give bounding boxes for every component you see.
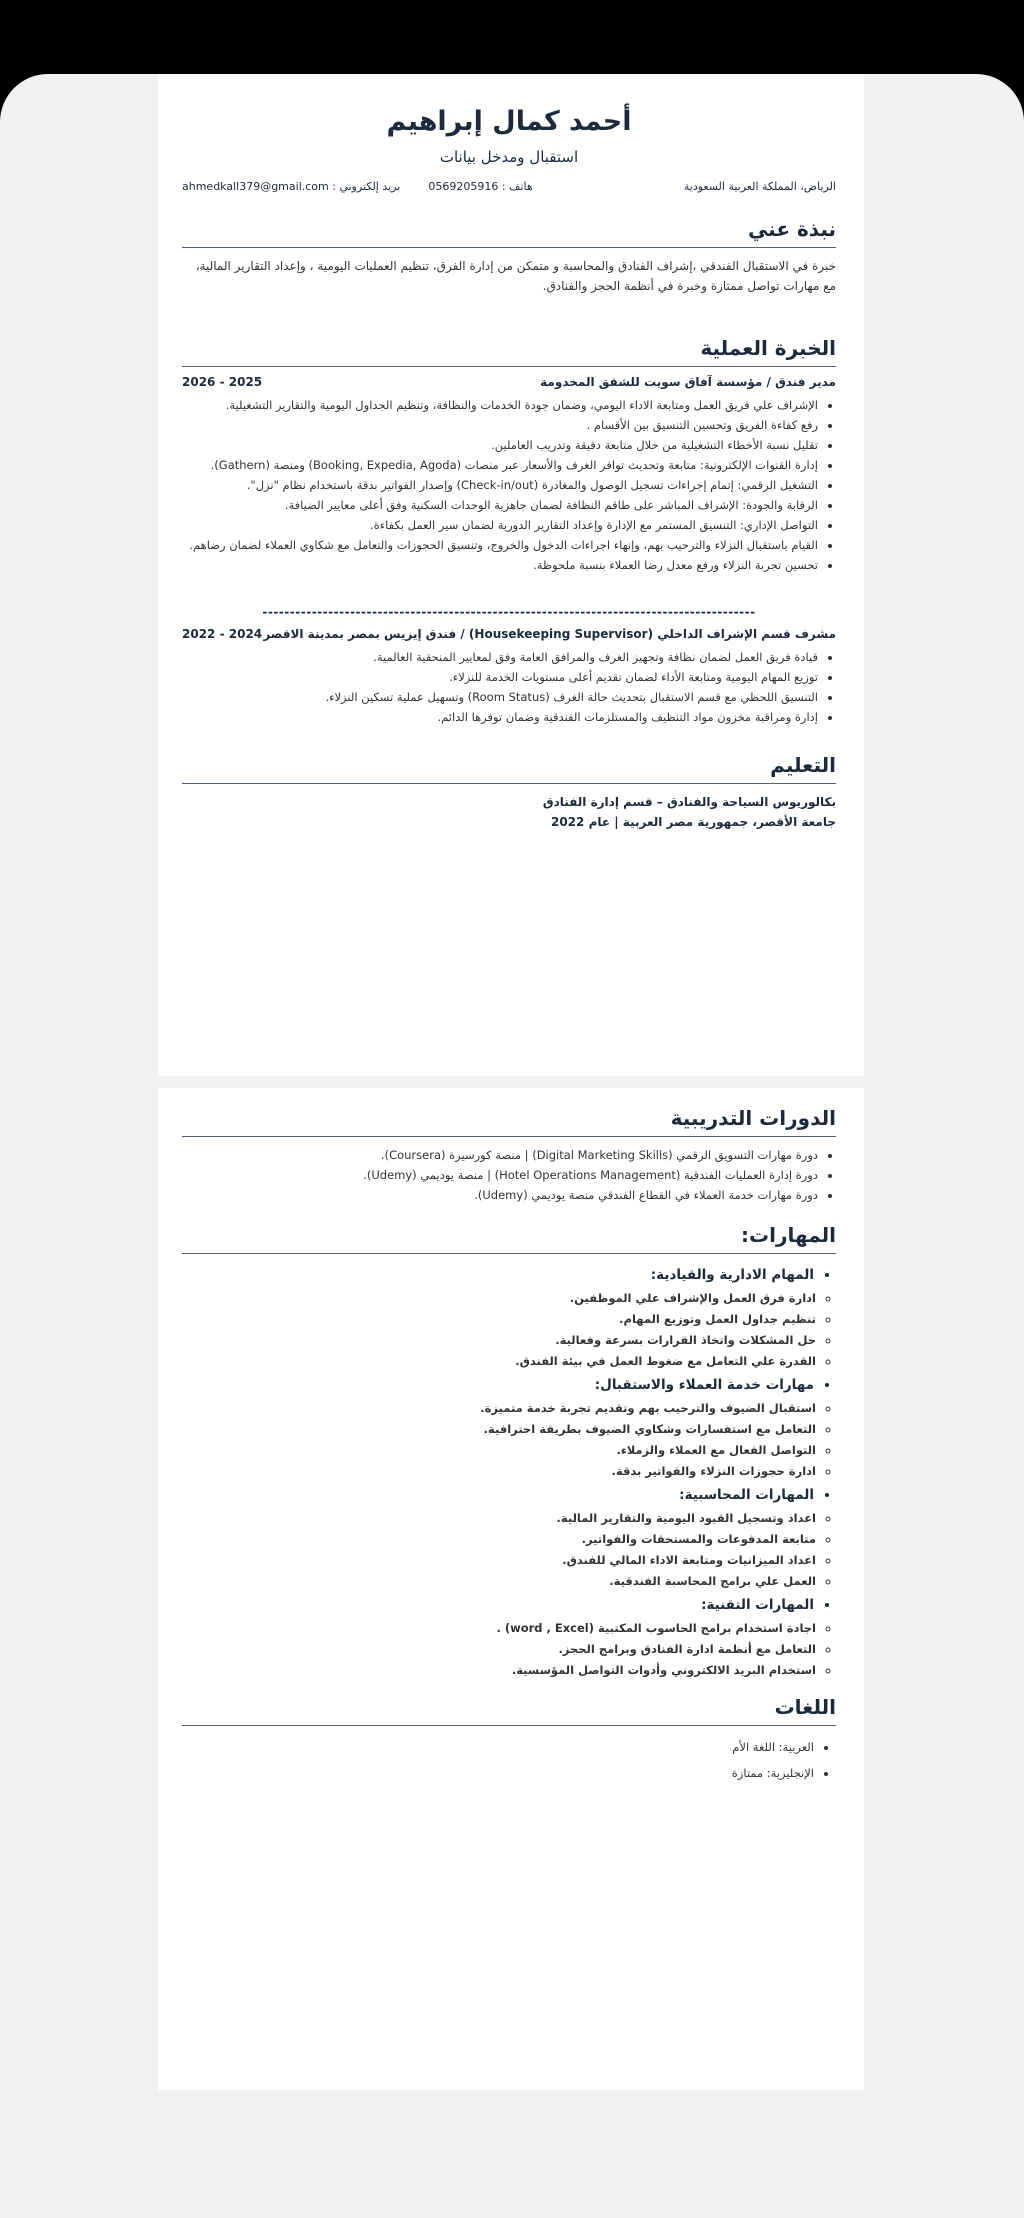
about-divider — [182, 247, 836, 248]
list-item: • الإشراف علي فريق العمل ومتابعة الاداء اليومي، وضمان جودة الخدمات والنظافة، وتنظيم الجداول اليومية والتقارير التشغيلية. — [182, 395, 818, 415]
about-section — [182, 217, 836, 296]
about-title: نبذة عني — [747, 217, 836, 242]
phone-text: هاتف : 0569205916 — [428, 180, 533, 194]
list-item: ◦ استقبال الضيوف والترحيب بهم وتقديم تجربة خدمة متميزة. — [182, 1398, 816, 1419]
experience-divider — [182, 366, 836, 367]
skill-group-title: مهارات خدمة العملاء والاستقبال: — [594, 1377, 814, 1393]
languages-divider — [182, 1725, 836, 1726]
resume-page-2 — [158, 1088, 864, 2090]
job1-header — [182, 375, 836, 389]
skills-title: المهارات: — [741, 1223, 836, 1247]
location-text: الرياض، المملكة العربية السعودية — [683, 180, 836, 194]
list-item: ◦ التعامل مع أنظمة ادارة الفنادق وبرامج الحجز. — [182, 1639, 816, 1660]
job1-title: مدير فندق / مؤسسة آفاق سويت للشقق المخدومة — [540, 375, 836, 390]
list-item: • التنسيق اللحظي مع قسم الاستقبال بتحديث حالة الغرف (Room Status) وتسهيل عملية تسكين النزلاء. — [182, 687, 818, 707]
list-item: • قيادة فريق العمل لضمان نظافة وتجهيز الغرف والمرافق العامة وفق لمعايير المنحقية العالمية. — [182, 647, 818, 667]
skill-group-title: المهارات المحاسبية: — [679, 1487, 814, 1503]
list-item: ◦ حل المشكلات واتخاذ القرارات بسرعة وفعالية. — [182, 1330, 816, 1351]
job1-list — [182, 395, 836, 575]
job2-list — [182, 647, 836, 727]
list-item: • دورة مهارات خدمة العملاء في القطاع الفندقي منصة يوديمي (Udemy). — [182, 1185, 818, 1205]
list-item: • الرقابة والجودة: الإشراف المباشر على طاقم النظافة لضمان جاهزية الوحدات السكنية وفق أعلى معايير الضيافة. — [182, 495, 818, 515]
contact-line — [182, 180, 836, 193]
skills-section — [182, 1223, 836, 1681]
education-university: جامعة الأقصر، جمهورية مصر العربية | عام 2022 — [550, 815, 836, 830]
experience-section — [182, 336, 836, 727]
skill-group-title: المهام الادارية والقيادية: — [650, 1267, 814, 1283]
skill-group — [182, 1372, 814, 1482]
list-item: ◦ ادارة حجوزات النزلاء والفواتير بدقة. — [182, 1461, 816, 1482]
job2-title: مشرف قسم الإشراف الداخلي (Housekeeping Supervisor) / فندق إيزيس بمصر بمدينة الاقصر — [263, 627, 836, 642]
list-item: ◦ متابعة المدفوعات والمستحقات والفواتير. — [182, 1529, 816, 1550]
list-item: ◦ اعداد وتسجيل القيود اليومية والتقارير المالية. — [182, 1508, 816, 1529]
list-item: • التواصل الإداري: التنسيق المستمر مع الإدارة وإعداد التقارير الدورية لضمان سير العمل بكفاءة. — [182, 515, 818, 535]
list-item: • إدارة ومراقبة مخزون مواد التنظيف والمستلزمات الفندقية وضمان توفرها الدائم. — [182, 707, 818, 727]
list-item: ◦ تنظيم جداول العمل وتوزيع المهام. — [182, 1309, 816, 1330]
courses-title: الدورات التدريبية — [670, 1106, 836, 1130]
list-item: ◦ اعداد الميزانيات ومتابعة الاداء المالي للفندق. — [182, 1550, 816, 1571]
list-item: • تقليل نسبة الأخطاء التشغيلية من خلال متابعة دقيقة وتدريب العاملين. — [182, 435, 818, 455]
list-item: ◦ اجادة استخدام برامج الحاسوب المكتبية (word , Excel) . — [182, 1618, 816, 1639]
skill-group — [182, 1592, 814, 1681]
candidate-name: أحمد كمال إبراهيم — [386, 106, 632, 137]
about-text: خبرة في الاستقبال الفندقي ،إشراف الفنادق والمحاسبة و متمكن من إدارة الفرق، تنظيم العمليات اليومية ، وإعداد التقارير المالية، مع مهارات تواصل ممتازة وخبرة في أنظمة الحجز والفنادق. — [195, 259, 836, 294]
resume-page-1 — [158, 74, 864, 1076]
skills-groups — [182, 1262, 836, 1681]
languages-title: اللغات — [774, 1695, 836, 1719]
courses-list — [182, 1145, 836, 1205]
courses-divider — [182, 1136, 836, 1137]
list-item: • توزيع المهام اليومية ومتابعة الأداء لضمان تقديم أعلى مستويات الخدمة للنزلاء. — [182, 667, 818, 687]
skill-group — [182, 1482, 814, 1592]
languages-section — [182, 1695, 836, 1786]
job2-header — [182, 627, 836, 641]
list-item: • تحسين تجربة النزلاء ورفع معدل رضا العملاء بنسبة ملحوظة. — [182, 555, 818, 575]
courses-section — [182, 1106, 836, 1205]
list-item: ◦ ادارة فرق العمل والإشراف علي الموظفين. — [182, 1288, 816, 1309]
skill-list — [182, 1398, 816, 1482]
list-item: • التشغيل الرقمي: إتمام إجراءات تسجيل الوصول والمغادرة (Check-in/out) وإصدار الفواتير بدقة باستخدام نظام "نزل". — [182, 475, 818, 495]
skill-group — [182, 1262, 814, 1372]
skill-list — [182, 1508, 816, 1592]
list-item: ◦ القدرة علي التعامل مع ضغوط العمل في بيئة الفندق. — [182, 1351, 816, 1372]
list-item: ◦ التعامل مع استفسارات وشكاوي الضيوف بطريقة احترافية. — [182, 1419, 816, 1440]
list-item: • إدارة القنوات الإلكترونية: متابعة وتحديث توافر الغرف والأسعار عبر منصات (Booking, Expedia, Agoda) ومنصة (Gathern). — [182, 455, 818, 475]
languages-list — [182, 1734, 836, 1786]
education-degree: بكالوريوس السياحة والفنادق – قسم إدارة الفنادق — [542, 795, 836, 810]
education-divider — [182, 783, 836, 784]
dashed-divider: ------------------------------------------------------------------------------------------ — [262, 605, 756, 620]
candidate-role: استقبال ومدخل بيانات — [439, 148, 579, 167]
skill-list — [182, 1288, 816, 1372]
list-item: • الإنجليزية: ممتازة — [182, 1760, 814, 1786]
list-item: ◦ استخدام البريد الالكتروني وأدوات التواصل المؤسسية. — [182, 1660, 816, 1681]
list-item: • دورة مهارات التسويق الرقمي (Digital Marketing Skills) | منصة كورسيرة (Coursera). — [182, 1145, 818, 1165]
job1-date: 2025 - 2026 — [182, 375, 263, 390]
list-item: • القيام باستقبال النزلاء والترحيب بهم، وإنهاء اجراءات الدخول والخروج، وتنسيق الحجوزات والتعامل مع شكاوي العملاء لضمان رضاهم. — [182, 535, 818, 555]
job2-date: 2024 - 2022 — [182, 627, 263, 642]
email-text: بريد إلكتروني : ahmedkall379@gmail.com — [182, 180, 401, 194]
list-item: ◦ العمل علي برامج المحاسبة الفندقية. — [182, 1571, 816, 1592]
document-viewer[interactable] — [0, 74, 1024, 2218]
skill-list — [182, 1618, 816, 1681]
list-item: • دورة إدارة العمليات الفندقية (Hotel Operations Management) | منصة يوديمي (Udemy). — [182, 1165, 818, 1185]
education-title: التعليم — [770, 753, 836, 778]
list-item: • العربية: اللغة الأم — [182, 1734, 814, 1760]
list-item: ◦ التواصل الفعال مع العملاء والزملاء. — [182, 1440, 816, 1461]
experience-title: الخبرة العملية — [700, 336, 836, 361]
skill-group-title: المهارات التقنية: — [701, 1597, 814, 1613]
skills-divider — [182, 1253, 836, 1254]
education-section — [182, 753, 836, 832]
list-item: • رفع كفاءة الفريق وتحسين التنسيق بين الأقسام . — [182, 415, 818, 435]
